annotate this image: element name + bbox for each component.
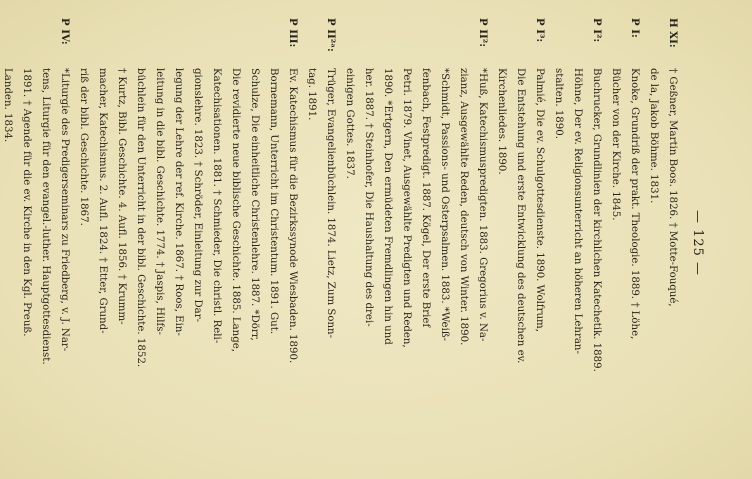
entry-line: fenbach, Festpredigt. 1887. Kögel, Der erste Brief [420,68,431,328]
entry-line: 1890. *Ertgern, Den ermüdeten Fremdlingen hin und [382,68,393,345]
entry-line: riß der bibl. Geschichte. 1867. [78,68,89,226]
entry-label: P I²: [591,18,603,43]
bibliography-entry [492,18,549,468]
entry-line: Palmié, Die ev. Schulgottesdienste. 1890. Wolfrum, [534,68,545,332]
entry-line: Bornemann, Unterricht im Christentum. 1891. Gut. [268,68,279,335]
entry-line: *Schmidt, Passions- und Osterpsalmen. 1883. *Weiß- [439,68,450,342]
entry-line: *Liturgie des Predigerseminars zu Friedberg, v. J. Nar- [59,68,70,352]
entry-label: H XI: [667,18,679,48]
entry-line: macher, Katechismus. 2. Aufl. 1824. † Etter, Grund- [97,68,108,334]
entry-text [492,68,549,468]
bibliography-entry [340,18,492,468]
entry-line: Petri. 1879. Vinet, Ausgewählte Predigten und Reden, [401,68,412,348]
entry-label: P II²: [477,18,489,47]
bibliography-entries [0,18,682,468]
rotated-text-block [2,18,708,468]
entry-label: P III: [287,18,299,48]
entry-text [0,68,74,468]
entry-text [644,68,682,468]
entry-line: tens, Liturgie für den evangel.-luther. Hauptgottesdienst. [40,68,51,365]
bibliography-entry [644,18,682,468]
entry-line: stalten. 1890. [553,68,564,139]
entry-line: Bücher von der Kirche. 1845. [610,68,621,221]
entry-line: Die Entstehung und erste Entwicklung des deutschen ev. [515,68,526,364]
entry-line: tag. 1891. [306,68,317,121]
entry-text [549,68,606,468]
entry-line: † Geßner, Martin Boos. 1826. † Motte-Fouqué, [667,68,678,307]
entry-line: legung der Lehre der ref. Kirche. 1867. † Roos, Ein- [173,68,184,336]
entry-line: gionslehre. 1823. † Schröder, Einleitung zur Dar- [192,68,203,323]
entry-text [340,68,492,468]
entry-line: zianz, Ausgewählte Reden, deutsch von Winter. 1890. [458,68,469,346]
entry-line: Buchrucker, Grundlinien der kirchlichen Katechetik. 1889. [591,68,602,372]
bibliography-entry [74,18,302,468]
entry-line: büchlein für den Unterricht in der bibl. Geschichte. 1852. [135,68,146,368]
entry-line: de la, Jakob Böhme. 1831. [648,68,659,204]
entry-line: Schulze, Die einheitliche Christenlehre. 1887. *Dörr, [249,68,260,341]
entry-line: *Huß, Katechismuspredigten. 1883. Gregorius v. Na- [477,68,488,342]
page-number: — 125 — [690,209,705,277]
entry-label: P II²ᵃ: [325,18,337,52]
bibliography-entry [549,18,606,468]
entry-line: Höhne, Der ev. Religionsunterricht an höheren Lehran- [572,68,583,354]
entry-line: einigen Gottes. 1837. [344,68,355,179]
entry-line: Trüger, Evangelienbüchlein. 1874. Lietz, Zum Sonn- [325,68,336,339]
bibliography-entry [606,18,644,468]
entry-line: her. 1887. † Steinhofer, Die Haushaltung des drei- [363,68,374,327]
entry-label: P I: [629,18,641,38]
entry-line: † Kurtz, Bibl. Geschichte. 4. Aufl. 1856. † Krumm- [116,68,127,325]
entry-line: Die revidierte neue biblische Geschichte. 1885. Lange, [230,68,241,353]
entry-text [74,68,302,468]
entry-text [606,68,644,468]
entry-label: P IV: [59,18,71,45]
entry-line: Ev. Katechismus für die Bezirkssynode Wiesbaden. 1890. [287,68,298,364]
bibliography-entry [0,18,74,468]
entry-line: Katechisationen. 1881. † Schmieder, Die christl. Reli- [211,68,222,344]
entry-line: 1891. † Agende für die ev. Kirche in den Kgl. Preuß. [21,68,32,337]
entry-line: Knoke, Grundriß der prakt. Theologie. 1889. † Löhe, [629,68,640,340]
entry-text [302,68,340,468]
bibliography-entry [302,18,340,468]
entry-line: Kirchenliedes. 1890. [496,68,507,175]
entry-line: leitung in die bibl. Geschichte. 1774. † Jaspis, Hilfs- [154,68,165,335]
entry-line: Landen. 1834. [2,68,13,143]
entry-label: P I³: [534,18,546,43]
